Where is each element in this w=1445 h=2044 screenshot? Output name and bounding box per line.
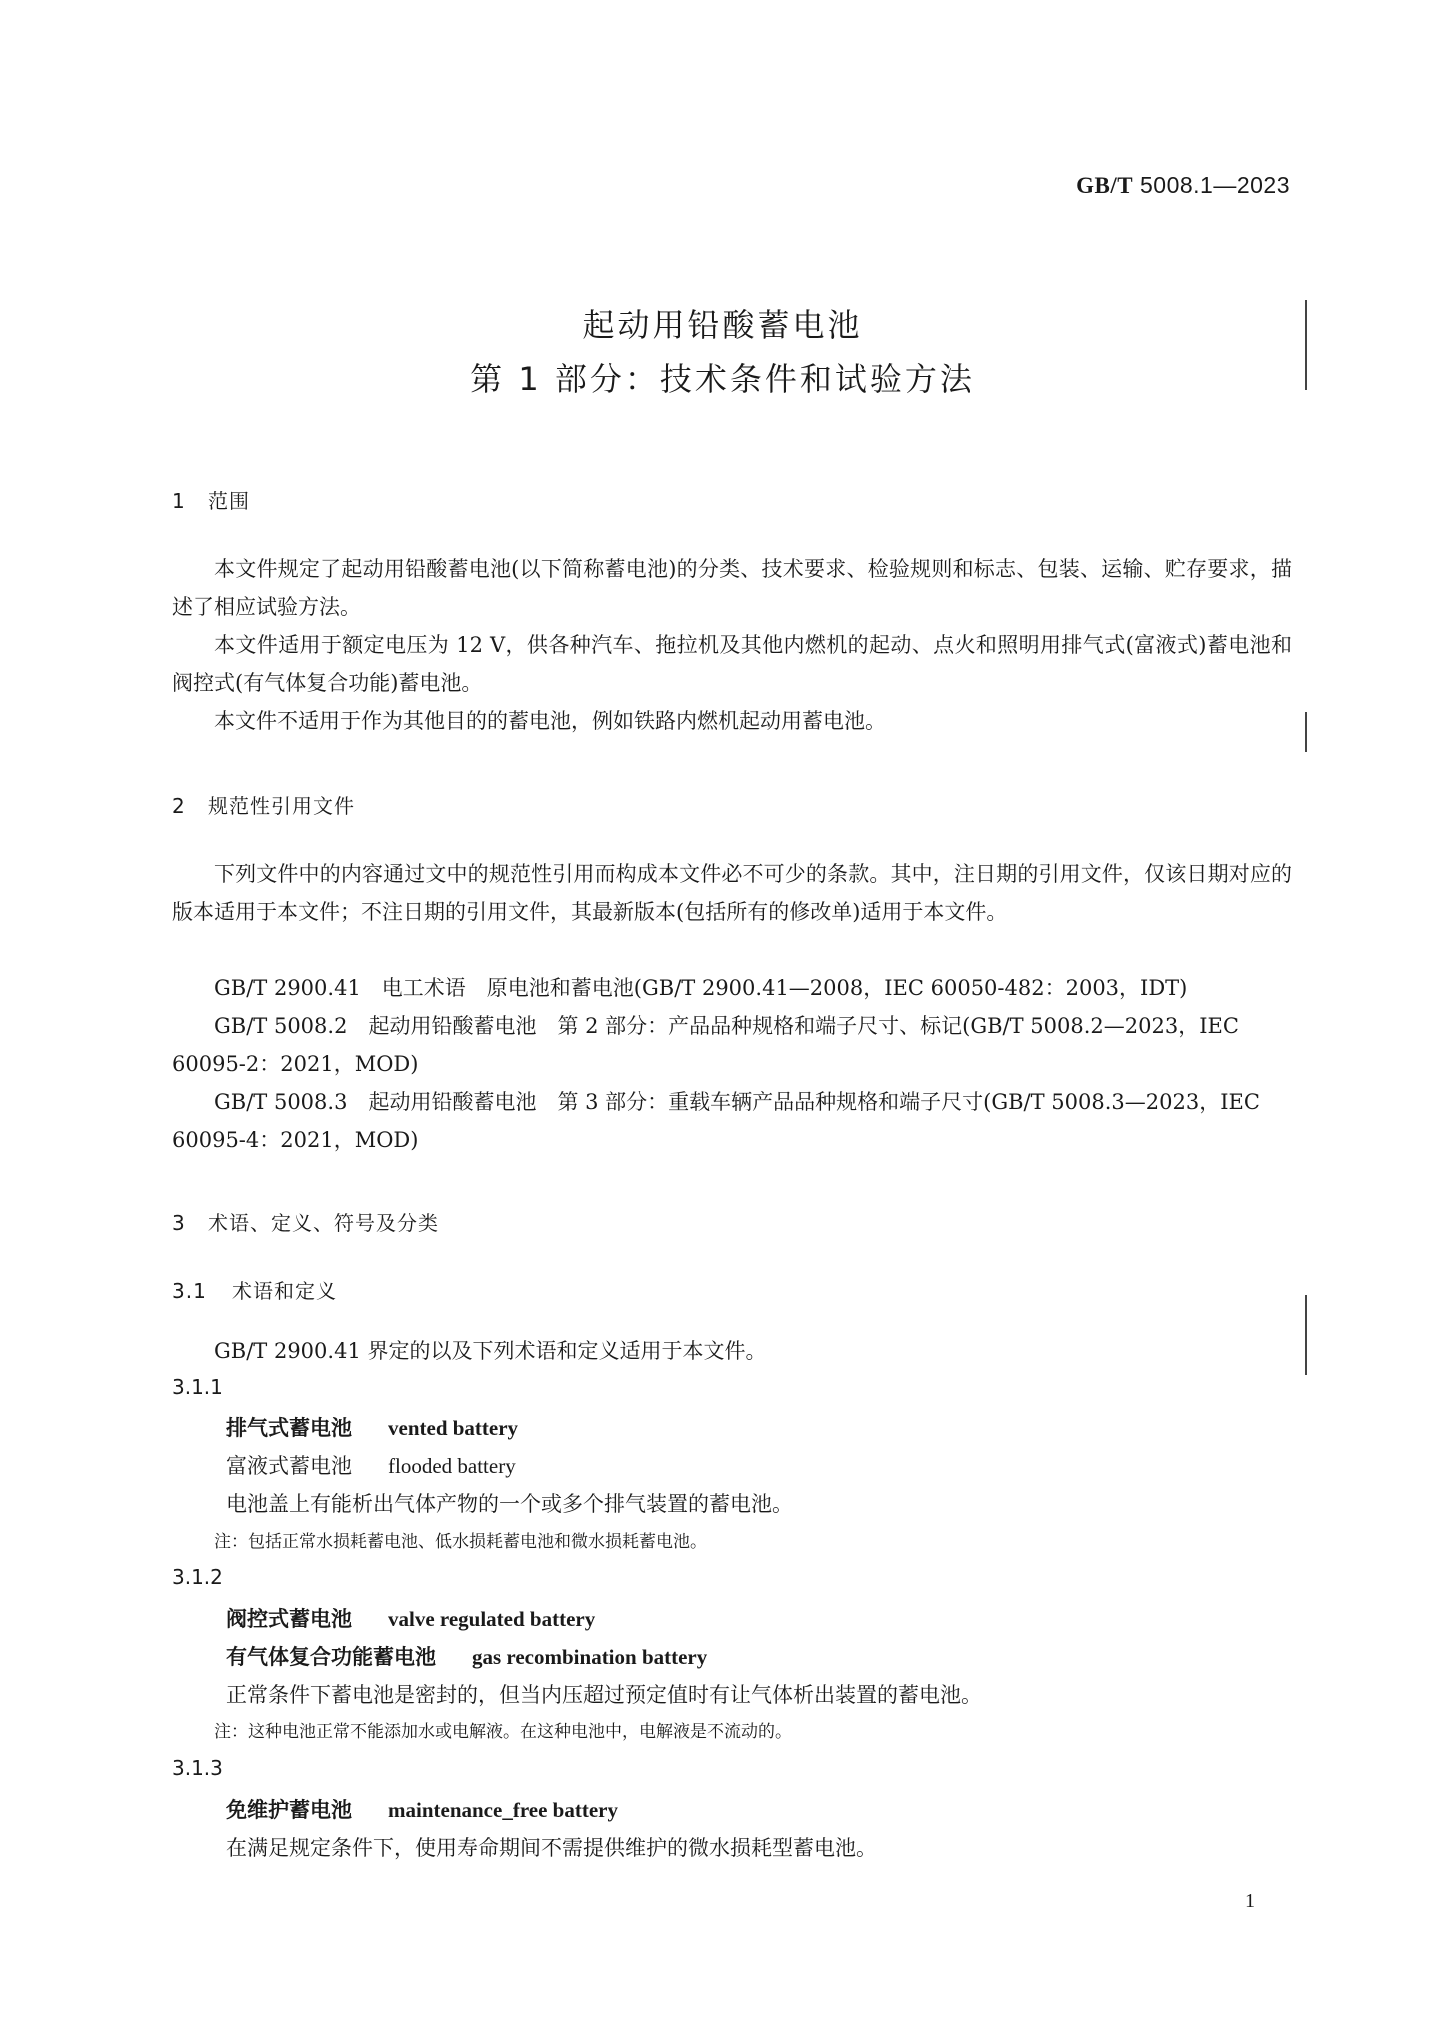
reference-item: GB/T 5008.3 起动用铅酸蓄电池 第 3 部分：重载车辆产品品种规格和端子尺寸(GB/T 5008.3—2023，IEC 60095-4：2021，MOD) bbox=[172, 1090, 1260, 1152]
reference-item: GB/T 2900.41 电工术语 原电池和蓄电池(GB/T 2900.41—2008，IEC 60050-482：2003，IDT) bbox=[214, 976, 1188, 1000]
section-number: 3 bbox=[172, 1211, 186, 1235]
term-en: flooded battery bbox=[388, 1454, 516, 1478]
paragraph: 本文件规定了起动用铅酸蓄电池(以下简称蓄电池)的分类、技术要求、检验规则和标志、包装、运输、贮存要求，描述了相应试验方法。 bbox=[172, 557, 1292, 619]
standard-code bbox=[1076, 172, 1290, 199]
standard-number: 5008.1—2023 bbox=[1139, 172, 1290, 198]
change-bar bbox=[1305, 1295, 1307, 1375]
term-admitted bbox=[226, 1641, 707, 1671]
document-title: 起动用铅酸蓄电池 bbox=[582, 306, 863, 344]
term-zh: 阀控式蓄电池 bbox=[226, 1607, 352, 1631]
term-definition: 正常条件下蓄电池是密封的，但当内压超过预定值时有让气体析出装置的蓄电池。 bbox=[226, 1683, 982, 1707]
term-definition: 在满足规定条件下，使用寿命期间不需提供维护的微水损耗型蓄电池。 bbox=[226, 1836, 877, 1860]
term-number: 3.1.2 bbox=[172, 1565, 223, 1589]
change-bar bbox=[1305, 300, 1307, 390]
section-heading-2 bbox=[172, 790, 355, 819]
term-preferred bbox=[226, 1603, 595, 1633]
term-en: vented battery bbox=[388, 1416, 519, 1440]
term-zh: 免维护蓄电池 bbox=[226, 1798, 352, 1822]
paragraph: 本文件不适用于作为其他目的的蓄电池，例如铁路内燃机起动用蓄电池。 bbox=[214, 709, 886, 733]
term-preferred bbox=[226, 1794, 618, 1824]
term-en: gas recombination battery bbox=[472, 1645, 708, 1669]
section-title: 范围 bbox=[208, 489, 250, 513]
paragraph: 本文件适用于额定电压为 12 V，供各种汽车、拖拉机及其他内燃机的起动、点火和照明用排气式(富液式)蓄电池和阀控式(有气体复合功能)蓄电池。 bbox=[172, 633, 1292, 695]
paragraph: GB/T 2900.41 界定的以及下列术语和定义适用于本文件。 bbox=[214, 1339, 767, 1363]
reference-item: GB/T 5008.2 起动用铅酸蓄电池 第 2 部分：产品品种规格和端子尺寸、标记(GB/T 5008.2—2023，IEC 60095-2：2021，MOD) bbox=[172, 1014, 1239, 1076]
term-zh: 排气式蓄电池 bbox=[226, 1416, 352, 1440]
term-preferred bbox=[226, 1412, 518, 1442]
paragraph: 下列文件中的内容通过文中的规范性引用而构成本文件必不可少的条款。其中，注日期的引用文件，仅该日期对应的版本适用于本文件；不注日期的引用文件，其最新版本(包括所有的修改单)适用于本文件。 bbox=[172, 862, 1292, 924]
section-heading-3 bbox=[172, 1207, 439, 1236]
term-zh: 有气体复合功能蓄电池 bbox=[226, 1645, 436, 1669]
term-note: 注：包括正常水损耗蓄电池、低水损耗蓄电池和微水损耗蓄电池。 bbox=[214, 1532, 707, 1552]
section-number: 2 bbox=[172, 794, 186, 818]
term-number: 3.1.3 bbox=[172, 1756, 223, 1780]
subsection-title: 术语和定义 bbox=[232, 1279, 337, 1303]
document-subtitle: 第 1 部分：技术条件和试验方法 bbox=[470, 360, 975, 398]
page-number: 1 bbox=[1245, 1890, 1255, 1912]
term-admitted bbox=[226, 1450, 516, 1480]
term-en: valve regulated battery bbox=[388, 1607, 596, 1631]
term-en: maintenance_free battery bbox=[388, 1798, 618, 1822]
change-bar bbox=[1305, 712, 1307, 752]
subsection-heading-3-1 bbox=[172, 1275, 337, 1304]
term-note: 注：这种电池正常不能添加水或电解液。在这种电池中，电解液是不流动的。 bbox=[214, 1722, 792, 1742]
section-heading-1 bbox=[172, 485, 250, 514]
term-number: 3.1.1 bbox=[172, 1375, 223, 1399]
section-number: 1 bbox=[172, 489, 186, 513]
term-zh: 富液式蓄电池 bbox=[226, 1454, 352, 1478]
standard-prefix: GB/T bbox=[1076, 173, 1134, 198]
section-title: 规范性引用文件 bbox=[208, 794, 355, 818]
term-definition: 电池盖上有能析出气体产物的一个或多个排气装置的蓄电池。 bbox=[226, 1492, 793, 1516]
subsection-number: 3.1 bbox=[172, 1279, 207, 1303]
section-title: 术语、定义、符号及分类 bbox=[208, 1211, 439, 1235]
